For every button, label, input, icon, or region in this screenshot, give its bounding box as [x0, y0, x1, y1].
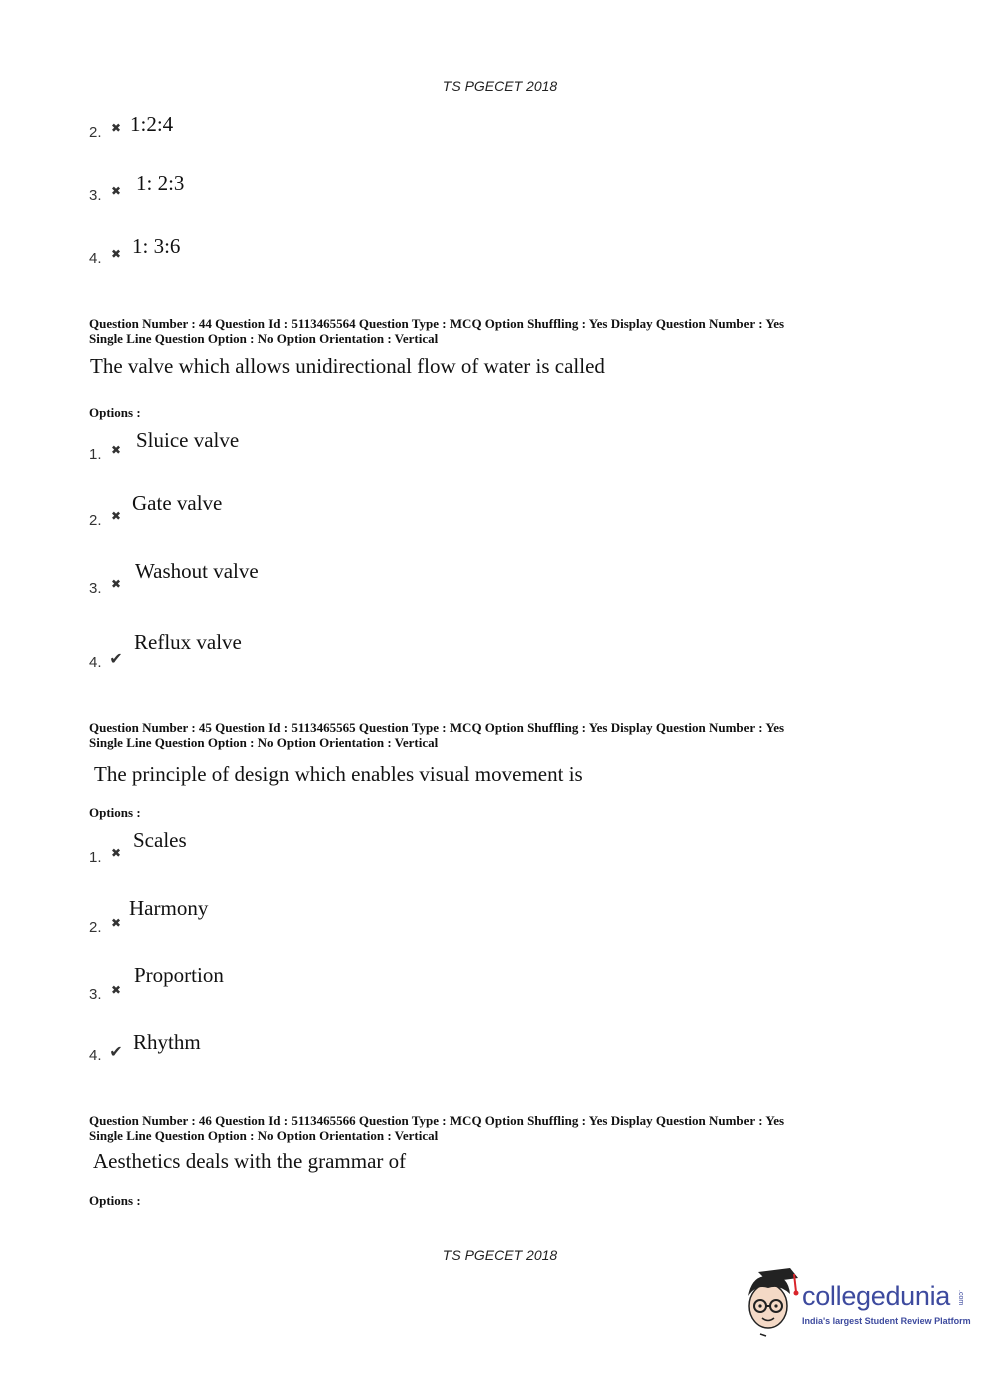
- question-meta: [89, 1114, 784, 1143]
- page-header: TS PGECET 2018: [442, 78, 558, 94]
- cross-icon: ✖: [110, 577, 122, 591]
- cross-icon: ✖: [110, 121, 122, 135]
- option-number: 3.: [89, 187, 102, 204]
- option-text: 1: 3:6: [132, 234, 181, 258]
- option-number: 4.: [89, 1047, 102, 1064]
- question-text: Aesthetics deals with the grammar of: [93, 1149, 407, 1173]
- option-text: Reflux valve: [134, 630, 242, 654]
- question-meta-line-2: Single Line Question Option : No Option Orientation : Vertical: [89, 330, 439, 346]
- collegedunia-mascot-icon: [740, 1266, 802, 1338]
- logo-tagline: India's largest Student Review Platform: [802, 1316, 971, 1326]
- check-icon: ✔: [109, 648, 123, 668]
- question-meta-line-2: Single Line Question Option : No Option Orientation : Vertical: [89, 1127, 439, 1143]
- option-number: 2.: [89, 124, 102, 141]
- cross-icon: ✖: [110, 846, 122, 860]
- option-text: 1: 2:3: [136, 171, 185, 195]
- option-text: Scales: [133, 828, 187, 852]
- option-number: 2.: [89, 512, 102, 529]
- option-text: Gate valve: [132, 491, 223, 515]
- question-meta-line-1: Question Number : 44 Question Id : 5113465564 Question Type : MCQ Option Shuffling : Yes Display Question Number : Yes: [89, 316, 785, 331]
- option-text: Harmony: [129, 896, 209, 920]
- question-text: The principle of design which enables visual movement is: [94, 762, 583, 786]
- question-meta-line-2: Single Line Question Option : No Option Orientation : Vertical: [89, 734, 439, 750]
- option-text: Washout valve: [135, 559, 259, 583]
- logo-wordmark: collegedunia: [802, 1281, 951, 1311]
- option-text: Rhythm: [133, 1030, 201, 1054]
- cross-icon: ✖: [110, 509, 122, 523]
- cross-icon: ✖: [110, 247, 122, 261]
- question-meta-line-1: Question Number : 45 Question Id : 5113465565 Question Type : MCQ Option Shuffling : Yes Display Question Number : Yes: [89, 720, 785, 735]
- options-label: Options :: [89, 1193, 141, 1208]
- option-number: 1.: [89, 849, 102, 866]
- question-meta: [89, 721, 784, 750]
- options-label: Options :: [89, 405, 141, 420]
- option-number: 4.: [89, 250, 102, 267]
- page-footer: TS PGECET 2018: [442, 1247, 558, 1263]
- option-number: 1.: [89, 446, 102, 463]
- option-number: 3.: [89, 580, 102, 597]
- question-meta-line-1: Question Number : 46 Question Id : 5113465566 Question Type : MCQ Option Shuffling : Yes Display Question Number : Yes: [89, 1113, 785, 1128]
- cross-icon: ✖: [110, 983, 122, 997]
- option-number: 4.: [89, 654, 102, 671]
- question-text: The valve which allows unidirectional flow of water is called: [90, 354, 605, 378]
- option-text: Sluice valve: [136, 428, 240, 452]
- cross-icon: ✖: [110, 916, 122, 930]
- cross-icon: ✖: [110, 184, 122, 198]
- cross-icon: ✖: [110, 443, 122, 457]
- option-text: 1:2:4: [130, 112, 174, 136]
- option-text: Proportion: [134, 963, 224, 987]
- option-number: 3.: [89, 986, 102, 1003]
- check-icon: ✔: [109, 1041, 123, 1061]
- logo-suffix: .com: [957, 1290, 964, 1306]
- question-meta: [89, 317, 784, 346]
- option-number: 2.: [89, 919, 102, 936]
- options-label: Options :: [89, 805, 141, 820]
